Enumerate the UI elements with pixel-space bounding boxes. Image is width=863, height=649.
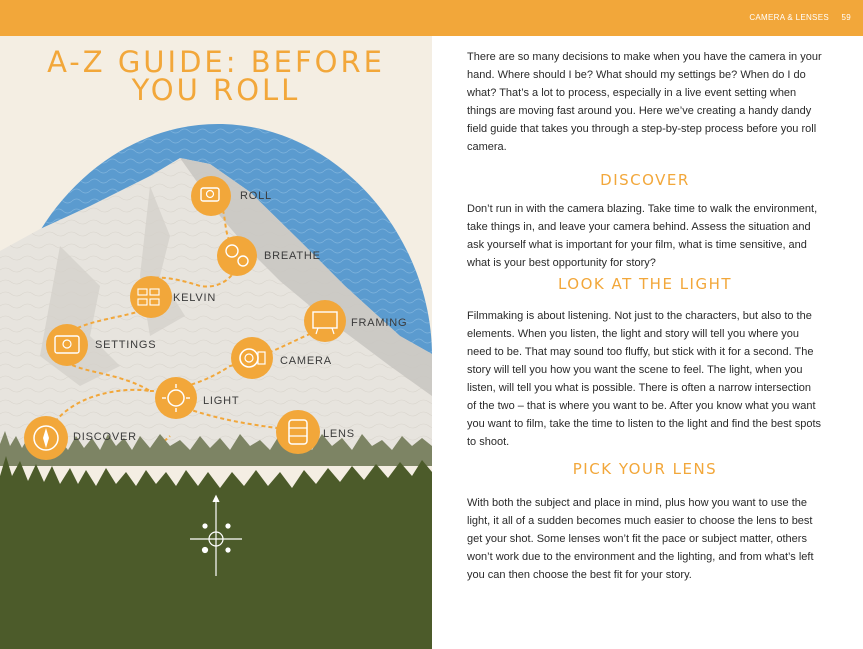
settings-icon: [46, 324, 88, 366]
intro-paragraph: There are so many decisions to make when you have the camera in your hand. Where should I be? What should my settings be? When do I do what? That’s a lot to process, especially in a live event setting when things are moving fast around you. Here we’ve creating a handy dandy field guide that takes you through a step-by-step process before you roll camera.: [467, 51, 822, 153]
paragraph-look-at-the-light: Filmmaking is about listening. Not just to the characters, but also to the elements. When you listen, the light and story will tell you where you need to be. That may sound too fluffy, but stick with it for a second. The story will tell you how you want the scene to feel. The light, when you listen, will tell you what is possible. There is often a narrow intersection of the two – that is where you want to be. After you know what you want you want to film, take the time to listen to the light and find the best spots to shoot.: [467, 310, 822, 448]
lens-icon: [276, 410, 320, 454]
framing-icon: [304, 300, 346, 342]
step-label-settings: SETTINGS: [95, 339, 157, 351]
page-number: 59: [841, 13, 851, 22]
article: [467, 48, 823, 584]
step-label-framing: FRAMING: [351, 317, 408, 329]
illustration-panel: [0, 36, 432, 649]
step-label-discover: DISCOVER: [73, 431, 137, 443]
paragraph-discover: Don’t run in with the camera blazing. Take time to walk the environment, take things in, and leave your camera behind. Assess the situation and ask yourself what is important for your film, what is time sensitive, and what is your best opportunity for story?: [467, 203, 818, 269]
camera-icon: [231, 337, 273, 379]
heading-pick-your-lens: PICK YOUR LENS: [572, 460, 718, 478]
header-bar: [0, 0, 863, 36]
breathe-icon: [217, 236, 257, 276]
paragraph-pick-your-lens: With both the subject and place in mind, plus how you want to use the light, it all of a sudden becomes much easier to choose the lens to best get your shot. Some lenses won’t fit the pace or subject matter, others won’t work due to the environment and the lighting, and from what’s left you can then choose the best fit for your story.: [467, 497, 814, 581]
step-label-breathe: BREATHE: [264, 250, 321, 262]
step-label-roll: ROLL: [240, 190, 272, 202]
heading-discover: DISCOVER: [600, 171, 690, 189]
illustration-title: A-Z GUIDE: BEFORE YOU ROLL: [47, 45, 385, 107]
heading-look-at-the-light: LOOK AT THE LIGHT: [557, 275, 733, 293]
roll-icon: [191, 176, 231, 216]
step-label-light: LIGHT: [203, 395, 240, 407]
mountain-illustration: [0, 36, 432, 649]
discover-icon: [24, 416, 68, 460]
running-header: [749, 13, 851, 22]
step-label-lens: LENS: [323, 428, 355, 440]
step-label-camera: CAMERA: [280, 355, 332, 367]
kelvin-icon: [130, 276, 172, 318]
section-title: CAMERA & LENSES: [749, 13, 829, 22]
step-label-kelvin: KELVIN: [173, 292, 217, 304]
light-icon: [155, 377, 197, 419]
